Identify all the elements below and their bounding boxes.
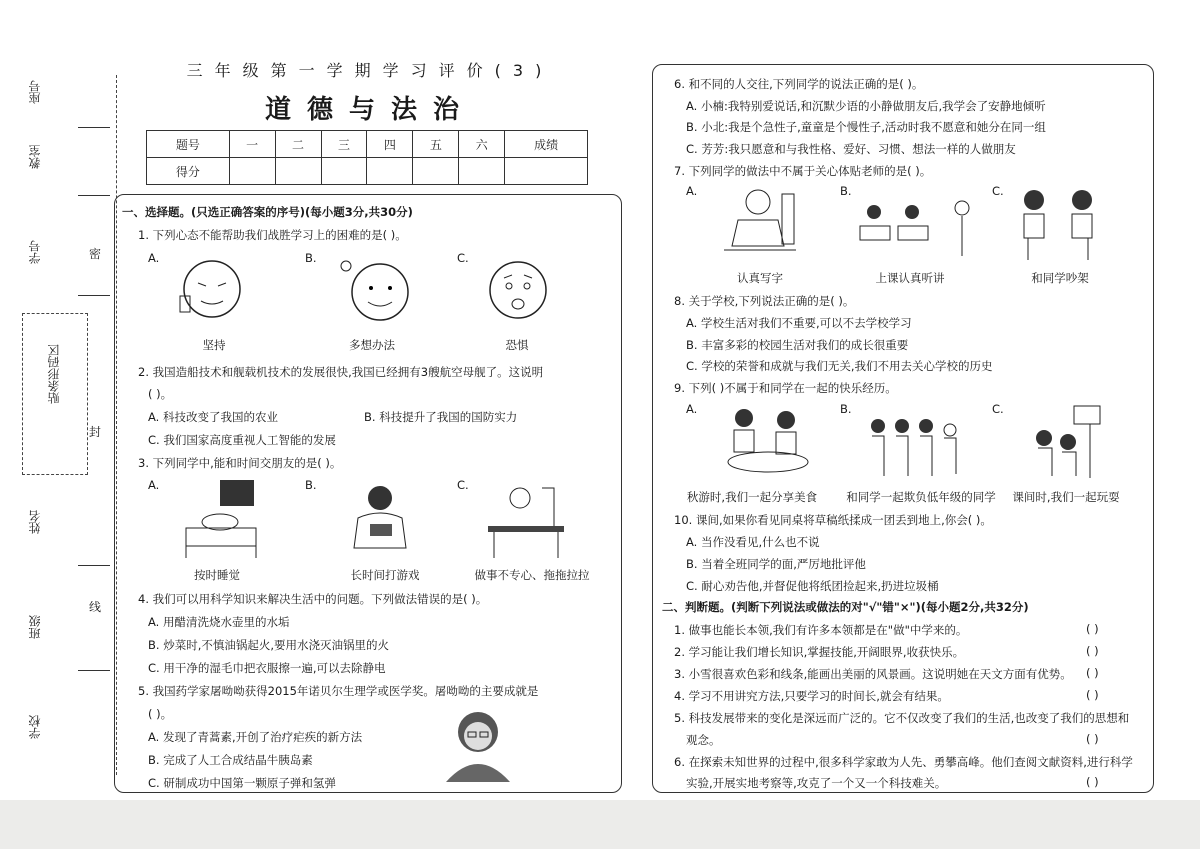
score-header-cell: 一 — [229, 131, 275, 158]
q8-option-a[interactable]: A. 学校生活对我们不重要,可以不去学校学习 — [686, 316, 912, 330]
q4-option-c[interactable]: C. 用干净的湿毛巾把衣服擦一遍,可以去除静电 — [148, 661, 386, 675]
q5-option-a[interactable]: A. 发现了青蒿素,开创了治疗疟疾的新方法 — [148, 730, 363, 744]
bullying-children-icon — [864, 416, 964, 482]
q3-option-c[interactable]: C. — [457, 478, 469, 492]
score-header-cell: 题号 — [147, 131, 230, 158]
score-cell[interactable] — [229, 158, 275, 185]
q9-caption-c: 课间时,我们一起玩耍 — [1012, 490, 1120, 504]
subject-title: 道德与法治 — [264, 95, 475, 125]
seal-mark: 密 — [89, 247, 102, 261]
score-row-label: 得分 — [147, 158, 230, 185]
q6-option-c[interactable]: C. 芳芳:我只愿意和与我性格、爱好、习惯、想法一样的人做朋友 — [686, 142, 1016, 156]
q8-option-c[interactable]: C. 学校的荣誉和成就与我们无关,我们不用去关心学校的历史 — [686, 359, 993, 373]
judge-answer-6[interactable]: ( ) — [1086, 775, 1099, 789]
score-header-cell: 五 — [413, 131, 459, 158]
q4-stem: 4. 我们可以用科学知识来解决生活中的问题。下列做法错误的是( )。 — [138, 592, 488, 606]
seat-label: 座号 — [28, 80, 42, 104]
score-cell[interactable] — [321, 158, 367, 185]
seal-mark: 线 — [89, 600, 102, 614]
judge-answer-4[interactable]: ( ) — [1086, 688, 1099, 702]
divider — [78, 295, 110, 296]
playing-children-icon — [1024, 402, 1114, 482]
gaming-child-icon — [340, 478, 420, 562]
seal-mark: 封 — [89, 425, 102, 439]
q2-option-a[interactable]: A. 科技改变了我国的农业 — [148, 410, 278, 424]
q7-stem: 7. 下列同学的做法中不属于关心体贴老师的是( )。 — [674, 164, 932, 178]
name-label: 姓名 — [28, 510, 42, 534]
q10-option-a[interactable]: A. 当作没看见,什么也不说 — [686, 535, 820, 549]
q3-caption-b: 长时间打游戏 — [350, 568, 420, 582]
q7-caption-c: 和同学吵架 — [1031, 271, 1089, 285]
score-cell[interactable] — [275, 158, 321, 185]
judge-answer-1[interactable]: ( ) — [1086, 622, 1099, 636]
exam-title: 三年级第一学期学习评价(3) — [186, 61, 554, 80]
q4-option-a[interactable]: A. 用醋清洗烧水壶里的水垢 — [148, 615, 290, 629]
score-cell[interactable] — [367, 158, 413, 185]
section1-title: 一、选择题。(只选正确答案的序号)(每小题3分,共30分) — [122, 205, 413, 219]
q1-option-c[interactable]: C. — [457, 251, 469, 265]
q9-caption-a: 秋游时,我们一起分享美食 — [686, 490, 818, 504]
thinking-face-icon — [338, 256, 418, 326]
sleeping-child-icon — [180, 478, 260, 562]
q10-option-c[interactable]: C. 耐心劝告他,并督促他将纸团捡起来,扔进垃圾桶 — [686, 579, 939, 593]
judge-answer-5[interactable]: ( ) — [1086, 732, 1099, 746]
judge-item-6: 6. 在探索未知世界的过程中,很多科学家敢为人先、勇攀高峰。他们查阅文献资料,进行科学 — [674, 755, 1133, 769]
score-header-cell: 二 — [275, 131, 321, 158]
q6-option-b[interactable]: B. 小北:我是个急性子,童童是个慢性子,活动时我不愿意和她分在同一组 — [686, 120, 1046, 134]
q1-stem: 1. 下列心态不能帮助我们战胜学习上的困难的是( )。 — [138, 228, 407, 242]
q7-option-c[interactable]: C. — [992, 184, 1004, 198]
q3-option-a[interactable]: A. — [148, 478, 160, 492]
q8-option-b[interactable]: B. 丰富多彩的校园生活对我们的成长很重要 — [686, 338, 909, 352]
q3-option-b[interactable]: B. — [305, 478, 317, 492]
q9-option-a[interactable]: A. — [686, 402, 698, 416]
q7-option-a[interactable]: A. — [686, 184, 698, 198]
q5-answer-paren[interactable]: ( )。 — [148, 707, 173, 721]
q5-option-c[interactable]: C. 研制成功中国第一颗原子弹和氢弹 — [148, 776, 336, 790]
q2-stem: 2. 我国造船技术和舰载机技术的发展很快,我国已经拥有3艘航空母舰了。这说明 — [138, 365, 544, 379]
score-table — [146, 130, 588, 185]
q7-option-b[interactable]: B. — [840, 184, 852, 198]
judge-item-2: 2. 学习能让我们增长知识,掌握技能,开阔眼界,收获快乐。 — [674, 645, 965, 659]
section2-title: 二、判断题。(判断下列说法或做法的对"√"错"×")(每小题2分,共32分) — [662, 600, 1029, 614]
barcode-area — [22, 313, 88, 475]
q2-answer-paren[interactable]: ( )。 — [148, 387, 173, 401]
score-header-cell: 成绩 — [505, 131, 588, 158]
q3-caption-c: 做事不专心、拖拖拉拉 — [474, 568, 590, 582]
q2-option-c[interactable]: C. 我们国家高度重视人工智能的发展 — [148, 433, 336, 447]
q5-stem: 5. 我国药学家屠呦呦获得2015年诺贝尔生理学或医学奖。屠呦呦的主要成就是 — [138, 684, 539, 698]
student-number-label: 学号 — [28, 240, 42, 264]
determined-face-icon — [176, 256, 246, 326]
arguing-children-icon — [1012, 186, 1112, 262]
classroom-icon — [852, 196, 982, 262]
distracted-child-icon — [480, 478, 570, 562]
judge-answer-3[interactable]: ( ) — [1086, 666, 1099, 680]
q1-caption-a: 坚持 — [202, 338, 226, 352]
scan-margin — [0, 800, 1200, 849]
judge-item-5: 5. 科技发展带来的变化是深远而广泛的。它不仅改变了我们的生活,也改变了我们的思想和 — [674, 711, 1130, 725]
barcode-label: 贴条形码区 — [47, 344, 61, 404]
divider — [78, 565, 110, 566]
q7-caption-b: 上课认真听讲 — [875, 271, 945, 285]
judge-answer-2[interactable]: ( ) — [1086, 644, 1099, 658]
fearful-face-icon — [482, 256, 552, 326]
q1-caption-c: 恐惧 — [505, 338, 529, 352]
q6-stem: 6. 和不同的人交往,下列同学的说法正确的是( )。 — [674, 77, 924, 91]
judge-item-1: 1. 做事也能长本领,我们有许多本领都是在"做"中学来的。 — [674, 623, 968, 637]
divider — [78, 127, 110, 128]
divider — [78, 195, 110, 196]
score-header-cell: 三 — [321, 131, 367, 158]
judge-item-5-cont: 观念。 — [686, 733, 721, 747]
q5-option-b[interactable]: B. 完成了人工合成结晶牛胰岛素 — [148, 753, 313, 767]
class-label: 班级 — [28, 615, 42, 639]
scientist-portrait-icon — [440, 702, 516, 782]
q1-option-a[interactable]: A. — [148, 251, 160, 265]
q9-stem: 9. 下列( )不属于和同学在一起的快乐经历。 — [674, 381, 897, 395]
divider — [78, 670, 110, 671]
score-header-cell: 六 — [459, 131, 505, 158]
judge-item-6-cont: 实验,开展实地考察等,攻克了一个又一个科技难关。 — [686, 776, 947, 790]
q3-caption-a: 按时睡觉 — [194, 568, 240, 582]
q1-caption-b: 多想办法 — [349, 338, 395, 352]
writing-child-icon — [716, 184, 802, 264]
score-cell[interactable] — [413, 158, 459, 185]
q6-option-a[interactable]: A. 小楠:我特别爱说话,和沉默少语的小静做朋友后,我学会了安静地倾听 — [686, 99, 1046, 113]
classroom-label: 教室 — [28, 145, 42, 169]
q3-stem: 3. 下列同学中,能和时间交朋友的是( )。 — [138, 456, 342, 470]
q9-caption-b: 和同学一起欺负低年级的同学 — [846, 490, 996, 504]
picnic-children-icon — [720, 402, 816, 482]
q9-option-b[interactable]: B. — [840, 402, 852, 416]
q7-caption-a: 认真写字 — [737, 271, 783, 285]
judge-item-3: 3. 小雪很喜欢色彩和线条,能画出美丽的风景画。这说明她在天文方面有优势。 — [674, 667, 1072, 681]
q10-option-b[interactable]: B. 当着全班同学的面,严厉地批评他 — [686, 557, 866, 571]
q10-stem: 10. 课间,如果你看见同桌将草稿纸揉成一团丢到地上,你会( )。 — [674, 513, 992, 527]
judge-item-4: 4. 学习不用讲究方法,只要学习的时间长,就会有结果。 — [674, 689, 949, 703]
score-header-cell: 四 — [367, 131, 413, 158]
school-label: 学校 — [28, 715, 42, 739]
score-cell[interactable] — [459, 158, 505, 185]
q2-option-b[interactable]: B. 科技提升了我国的国防实力 — [364, 410, 518, 424]
q4-option-b[interactable]: B. 炒菜时,不慎油锅起火,要用水浇灭油锅里的火 — [148, 638, 390, 652]
q1-option-b[interactable]: B. — [305, 251, 317, 265]
q8-stem: 8. 关于学校,下列说法正确的是( )。 — [674, 294, 855, 308]
score-cell[interactable] — [505, 158, 588, 185]
q9-option-c[interactable]: C. — [992, 402, 1004, 416]
